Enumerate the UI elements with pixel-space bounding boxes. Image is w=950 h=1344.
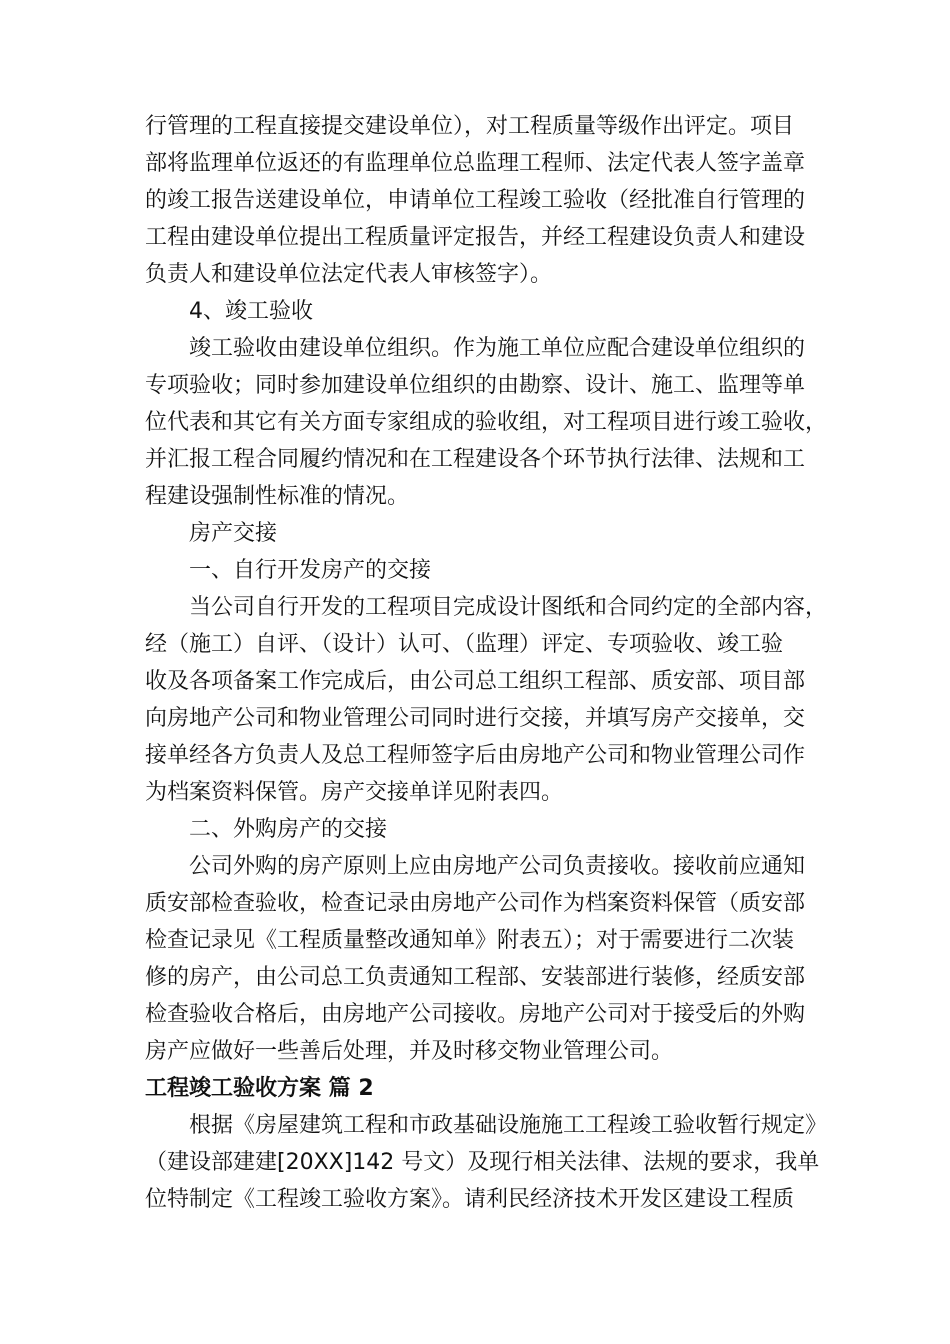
text-line-29: （建设部建建[20XX]142 号文）及现行相关法律、法规的要求，我单 — [145, 1150, 820, 1175]
text-line-9: 位代表和其它有关方面专家组成的验收组，对工程项目进行竣工验收， — [145, 410, 828, 435]
text-line-23: 检查记录见《工程质量整改通知单》附表五）；对于需要进行二次装 — [145, 928, 795, 953]
text-line-18: 接单经各方负责人及总工程师签字后由房地产公司和物业管理公司作 — [145, 743, 806, 768]
text-line-1: 行管理的工程直接提交建设单位），对工程质量等级作出评定。项目 — [145, 114, 795, 139]
text-line-21: 公司外购的房产原则上应由房地产公司负责接收。接收前应通知 — [189, 854, 806, 879]
text-line-11: 程建设强制性标准的情况。 — [145, 484, 410, 509]
text-line-16: 收及各项备案工作完成后，由公司总工组织工程部、质安部、项目部 — [145, 669, 806, 694]
text-line-10: 并汇报工程合同履约情况和在工程建设各个环节执行法律、法规和工 — [145, 447, 806, 472]
subsection-title-self-developed: 一、自行开发房产的交接 — [189, 558, 432, 583]
chapter-heading: 工程竣工验收方案 篇 2 — [145, 1076, 374, 1101]
section-title-completion-acceptance: 4、竣工验收 — [189, 299, 313, 324]
text-line-19: 为档案资料保管。房产交接单详见附表四。 — [145, 780, 564, 805]
text-line-3: 的竣工报告送建设单位，申请单位工程竣工验收（经批准自行管理的 — [145, 188, 806, 213]
text-line-24: 修的房产，由公司总工负责通知工程部、安装部进行装修，经质安部 — [145, 965, 806, 990]
text-line-17: 向房地产公司和物业管理公司同时进行交接，并填写房产交接单，交 — [145, 706, 806, 731]
text-line-30: 位特制定《工程竣工验收方案》。请利民经济技术开发区建设工程质 — [145, 1187, 795, 1212]
text-line-25: 检查验收合格后，由房地产公司接收。房地产公司对于接受后的外购 — [145, 1002, 806, 1027]
subsection-title-purchased: 二、外购房产的交接 — [189, 817, 388, 842]
text-line-15: 经（施工）自评、（设计）认可、（监理）评定、专项验收、竣工验 — [145, 632, 784, 657]
section-title-property-handover: 房产交接 — [189, 521, 278, 546]
text-line-7: 竣工验收由建设单位组织。作为施工单位应配合建设单位组织的 — [189, 336, 806, 361]
text-line-22: 质安部检查验收，检查记录由房地产公司作为档案资料保管（质安部 — [145, 891, 806, 916]
text-line-14: 当公司自行开发的工程项目完成设计图纸和合同约定的全部内容， — [189, 595, 828, 620]
text-line-5: 负责人和建设单位法定代表人审核签字）。 — [145, 262, 553, 287]
document-body — [145, 108, 828, 1218]
text-line-26: 房产应做好一些善后处理，并及时移交物业管理公司。 — [145, 1039, 674, 1064]
text-line-28: 根据《房屋建筑工程和市政基础设施施工工程竣工验收暂行规定》 — [189, 1113, 828, 1138]
text-line-4: 工程由建设单位提出工程质量评定报告，并经工程建设负责人和建设 — [145, 225, 806, 250]
text-line-2: 部将监理单位返还的有监理单位总监理工程师、法定代表人签字盖章 — [145, 151, 806, 176]
text-line-8: 专项验收；同时参加建设单位组织的由勘察、设计、施工、监理等单 — [145, 373, 806, 398]
